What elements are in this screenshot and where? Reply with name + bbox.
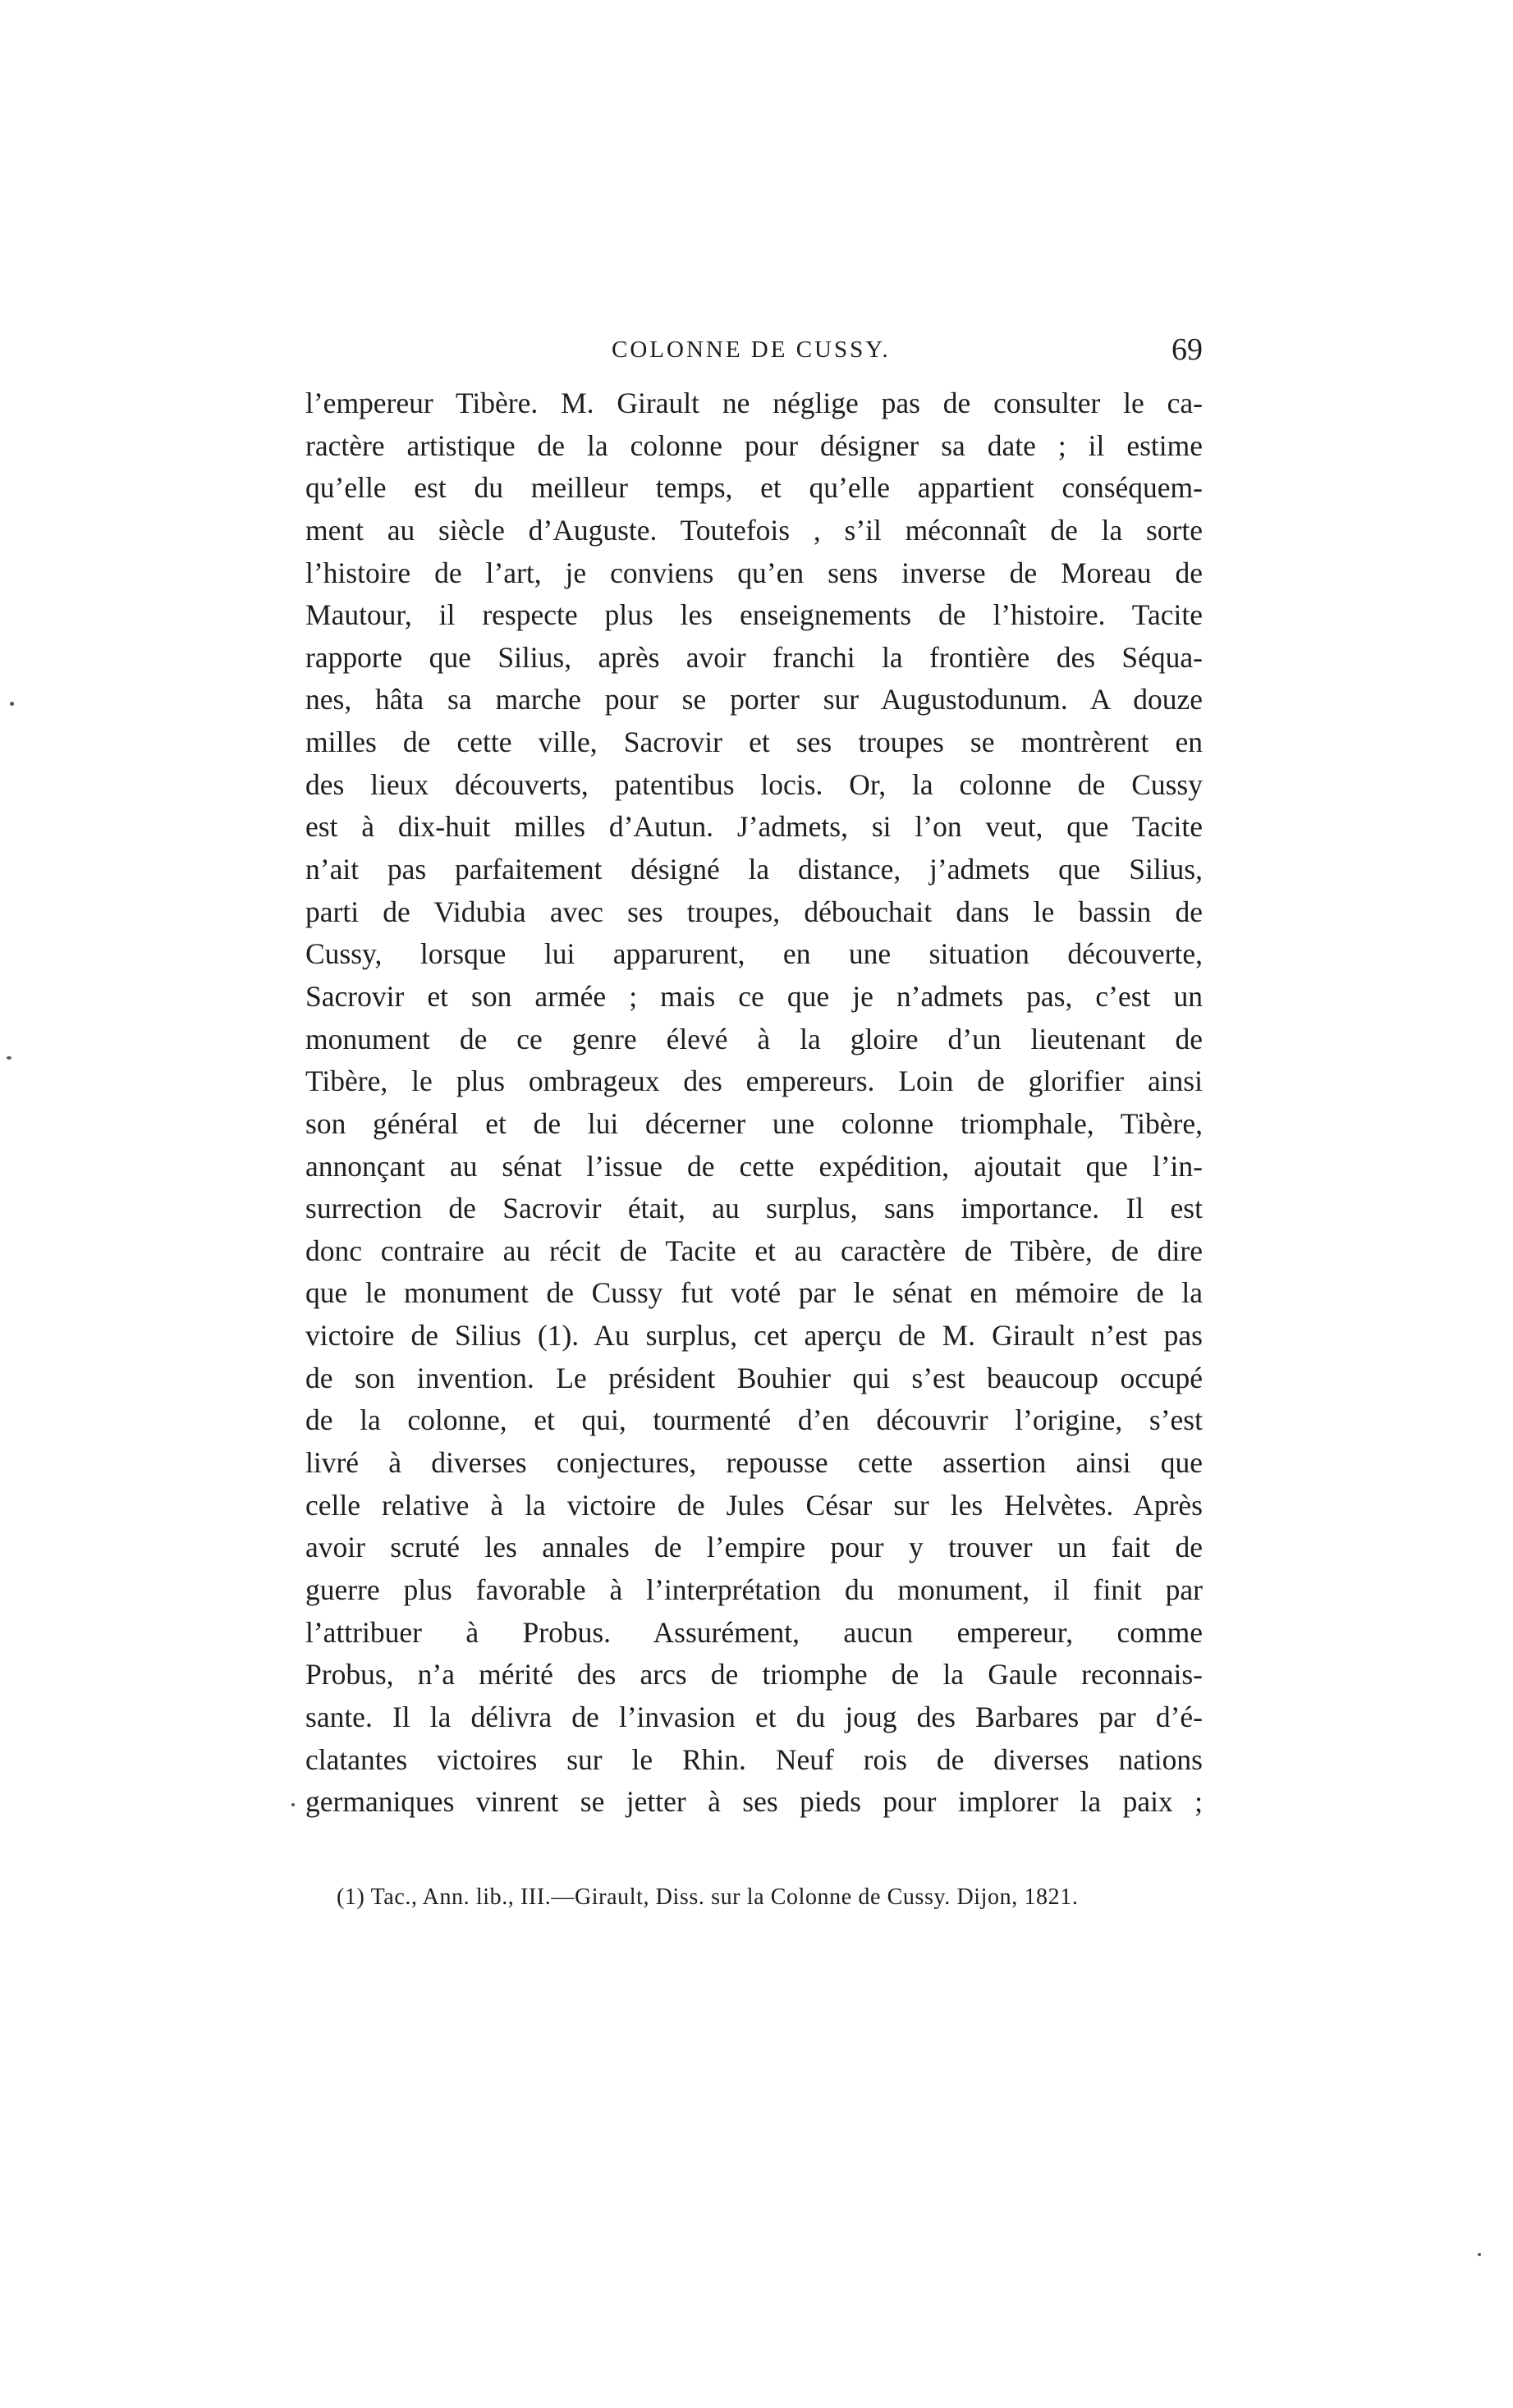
footnote-text: Tac., Ann. lib., III.—Girault, Diss. sur la Colonne de Cussy. Dijon, 1821. bbox=[370, 1884, 1079, 1910]
text-line: livré à diverses conjectures, repousse cette assertion ainsi que bbox=[305, 1446, 1203, 1480]
text-line: Probus, n’a mérité des arcs de triomphe de la Gaule reconnais- bbox=[305, 1658, 1203, 1692]
text-line: l’empereur Tibère. M. Girault ne néglige pas de consulter le ca- bbox=[305, 387, 1203, 419]
running-head: COLONNE DE CUSSY. bbox=[612, 336, 891, 363]
text-line: surrection de Sacrovir était, au surplus, sans importance. Il est bbox=[305, 1192, 1203, 1225]
page-number: 69 bbox=[1171, 332, 1203, 367]
speck-mark bbox=[291, 1803, 295, 1806]
page-header bbox=[0, 332, 1203, 378]
text-line: monument de ce genre élevé à la gloire d’un lieutenant de bbox=[305, 1022, 1203, 1055]
text-line: clatantes victoires sur le Rhin. Neuf rois de diverses nations bbox=[305, 1742, 1203, 1776]
footnote bbox=[337, 1884, 1203, 1911]
text-line: Tibère, le plus ombrageux des empereurs. Loin de glorifier ainsi bbox=[305, 1064, 1203, 1098]
text-line: guerre plus favorable à l’interprétation du monument, il finit par bbox=[305, 1573, 1203, 1606]
text-line: ractère artistique de la colonne pour désigner sa date ; il estime bbox=[305, 428, 1203, 462]
text-line: ment au siècle d’Auguste. Toutefois , s’il méconnaît de la sorte bbox=[305, 513, 1203, 547]
text-line: celle relative à la victoire de Jules César sur les Helvètes. Après bbox=[305, 1488, 1203, 1522]
text-line: qu’elle est du meilleur temps, et qu’elle appartient conséquem- bbox=[305, 471, 1203, 505]
text-line: son général et de lui décerner une colonne triomphale, Tibère, bbox=[305, 1106, 1203, 1140]
speck-mark bbox=[10, 702, 14, 706]
text-line: victoire de Silius (1). Au surplus, cet aperçu de M. Girault n’est pas bbox=[305, 1319, 1203, 1353]
text-line: de son invention. Le président Bouhier qui s’est beaucoup occupé bbox=[305, 1361, 1203, 1394]
body-text bbox=[305, 382, 1203, 1824]
text-line: Cussy, lorsque lui apparurent, en une situation découverte, bbox=[305, 937, 1203, 971]
text-line: de la colonne, et qui, tourmenté d’en découvrir l’origine, s’est bbox=[305, 1403, 1203, 1437]
text-line: rapporte que Silius, après avoir franchi la frontière des Séqua- bbox=[305, 640, 1203, 674]
text-line: annonçant au sénat l’issue de cette expédition, ajoutait que l’in- bbox=[305, 1149, 1203, 1183]
text-line: parti de Vidubia avec ses troupes, débouchait dans le bassin de bbox=[305, 895, 1203, 928]
text-line: que le monument de Cussy fut voté par le sénat en mémoire de la bbox=[305, 1276, 1203, 1310]
text-line: l’attribuer à Probus. Assurément, aucun empereur, comme bbox=[305, 1615, 1203, 1649]
text-line: est à dix-huit milles d’Autun. J’admets, si l’on veut, que Tacite bbox=[305, 810, 1203, 844]
speck-mark bbox=[7, 1056, 11, 1060]
text-line: donc contraire au récit de Tacite et au caractère de Tibère, de dire bbox=[305, 1234, 1203, 1267]
speck-mark bbox=[1478, 2253, 1481, 2256]
text-line: n’ait pas parfaitement désigné la distance, j’admets que Silius, bbox=[305, 853, 1203, 886]
text-line: des lieux découverts, patentibus locis. Or, la colonne de Cussy bbox=[305, 767, 1203, 801]
text-line: Sacrovir et son armée ; mais ce que je n’admets pas, c’est un bbox=[305, 979, 1203, 1013]
footnote-marker: (1) bbox=[337, 1884, 365, 1910]
text-line: milles de cette ville, Sacrovir et ses troupes se montrèrent en bbox=[305, 726, 1203, 759]
text-line: germaniques vinrent se jetter à ses pieds pour implorer la paix ; bbox=[305, 1785, 1203, 1819]
text-line: sante. Il la délivra de l’invasion et du joug des Barbares par d’é- bbox=[305, 1700, 1203, 1733]
text-line: Mautour, il respecte plus les enseignements de l’histoire. Tacite bbox=[305, 598, 1203, 632]
text-line: avoir scruté les annales de l’empire pour y trouver un fait de bbox=[305, 1531, 1203, 1564]
text-line: l’histoire de l’art, je conviens qu’en sens inverse de Moreau de bbox=[305, 556, 1203, 589]
text-line: nes, hâta sa marche pour se porter sur Augustodunum. A douze bbox=[305, 683, 1203, 716]
